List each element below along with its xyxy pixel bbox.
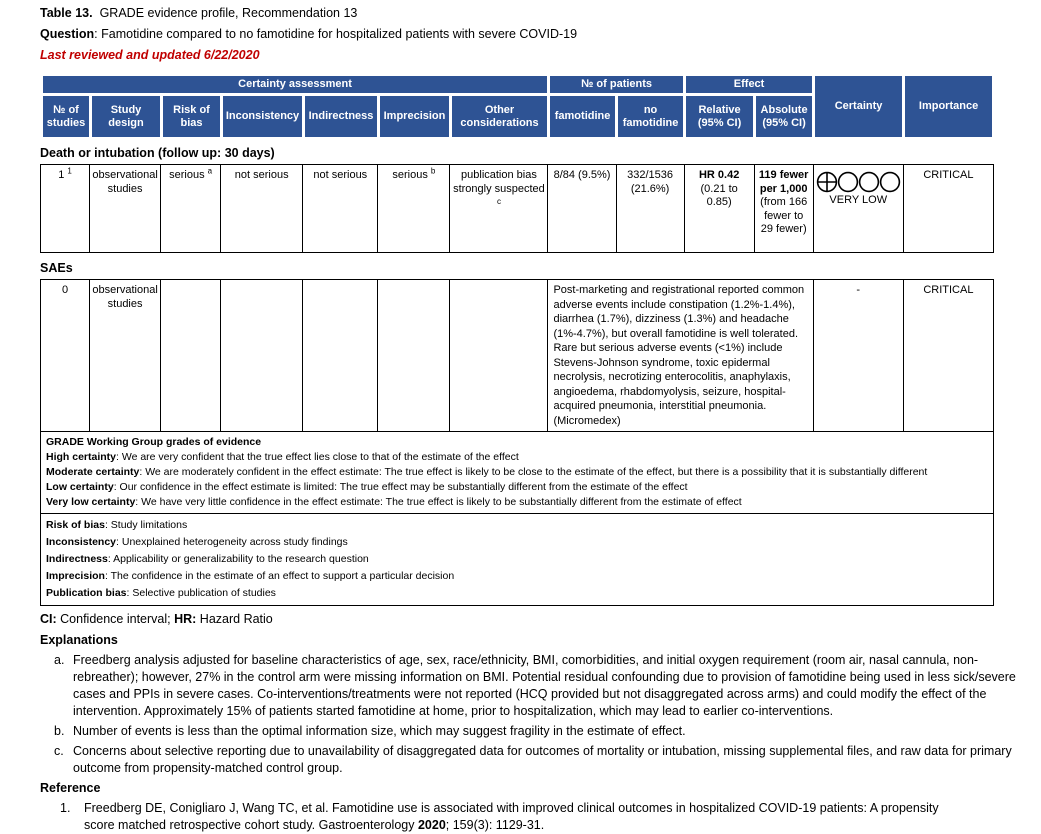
death-cell-inconsistency: not serious (221, 165, 303, 253)
saes-table (40, 279, 994, 606)
death-cell-absolute-effect (754, 165, 813, 253)
domain-notes-cell (41, 514, 994, 606)
risk-of-bias-value: serious (169, 169, 205, 181)
grade-note-label: Low certainty (46, 481, 114, 493)
death-cell-no-famotidine: 332/1536 (21.6%) (616, 165, 684, 253)
footnote-a-superscript: a (207, 166, 213, 176)
grade-note-label: High certainty (46, 451, 117, 463)
domain-note-inconsistency (46, 534, 988, 551)
grade-note-moderate (46, 465, 988, 480)
domain-note-text: : Unexplained heterogeneity across study findings (116, 536, 348, 548)
saes-cell-importance: CRITICAL (903, 280, 993, 432)
reference-year: 2020 (417, 818, 446, 832)
domain-note-text: : The confidence in the estimate of an effect to support a particular decision (104, 570, 455, 582)
grade-table-header (40, 73, 995, 140)
domain-note-text: : Selective publication of studies (126, 587, 276, 599)
domain-notes-row (41, 514, 994, 606)
grade-note-text: : We are moderately confident in the effect estimate: The true effect is likely to be close to the estimate of the effect, but there is a possibility that it is substantially different (139, 466, 928, 478)
explanation-item-c (40, 743, 1031, 777)
grade-note-low (46, 480, 988, 495)
death-cell-other-considerations (450, 165, 548, 253)
saes-cell-n-studies: 0 (41, 280, 90, 432)
header-group-row (42, 75, 994, 95)
grade-note-label: Moderate certainty (46, 466, 140, 478)
question-line (40, 26, 1031, 42)
death-cell-risk-of-bias (161, 165, 221, 253)
saes-cell-risk-of-bias (161, 280, 221, 432)
reference-marker: 1. (60, 801, 71, 815)
death-cell-imprecision (378, 165, 450, 253)
death-cell-certainty (813, 165, 903, 253)
explanation-text: Number of events is less than the optimal information size, which may suggest fragility in the estimate of effect. (73, 724, 686, 738)
domain-note-publication-bias (46, 585, 988, 602)
relative-effect-ci: (0.21 to 0.85) (700, 182, 738, 208)
footnote-c-superscript: c (496, 197, 501, 206)
ci-abbrev-label: CI: (40, 612, 57, 626)
death-outcome-table (40, 164, 994, 253)
explanation-item-a (40, 652, 1031, 720)
saes-cell-imprecision (378, 280, 450, 432)
saes-cell-adverse-events-note: Post-marketing and registrational reported common adverse events include constipation (1.2%-1.4%), diarrhea (1.7%), dizziness (1.3%) and headache (1%-4.7%), but overall famotidine is well tolerated. Rare but serious adverse events (<1%) include Stevens-Johnson syndrome, toxic epidermal necrolysis, necrotizing enterocolitis, anaphylaxis, angioedema, rhabdomyolysis, seizure, hospital-acquired pneumonia, interstitial pneumonia. (Micromedex) (548, 280, 813, 432)
review-date-line: Last reviewed and updated 6/22/2020 (40, 48, 260, 62)
death-cell-famotidine: 8/84 (9.5%) (548, 165, 616, 253)
grade-note-text: : We are very confident that the true effect lies close to that of the estimate of the effect (116, 451, 519, 463)
header-col-famotidine: famotidine (549, 95, 617, 139)
grade-note-text: : We have very little confidence in the effect estimate: The true effect is likely to be substantially different from the estimate of effect (135, 496, 742, 508)
question-label: Question (40, 27, 95, 41)
domain-note-text: : Applicability or generalizability to the research question (107, 553, 369, 565)
saes-cell-study-design: observational studies (90, 280, 161, 432)
grade-note-high (46, 450, 988, 465)
death-cell-indirectness: not serious (303, 165, 378, 253)
grade-rating-very-low-icon (816, 171, 901, 193)
header-col-study-design: Study design (91, 95, 162, 139)
header-col-no-of-studies: № of studies (42, 95, 91, 139)
domain-note-label: Inconsistency (46, 536, 117, 548)
header-importance: Importance (904, 75, 994, 139)
domain-note-label: Publication bias (46, 587, 127, 599)
header-col-imprecision: Imprecision (379, 95, 451, 139)
n-studies-value: 1 (58, 169, 65, 181)
header-col-absolute-ci: Absolute (95% CI) (755, 95, 814, 139)
death-cell-relative-effect (684, 165, 754, 253)
reference-text-post: ; 159(3): 1129-31. (445, 818, 545, 832)
other-considerations-value: publication bias strongly suspected (453, 169, 545, 195)
section-saes-label: SAEs (40, 261, 73, 275)
n-studies-superscript: 1 (67, 166, 72, 176)
domain-note-imprecision (46, 568, 988, 585)
domain-note-label: Indirectness (46, 553, 108, 565)
abbreviations-line (40, 611, 1031, 627)
header-col-other-considerations: Other considerations (451, 95, 549, 139)
hr-abbrev-label: HR: (174, 612, 197, 626)
reference-heading: Reference (40, 781, 101, 795)
explanation-marker: c. (54, 744, 64, 758)
table-title (40, 5, 1031, 21)
question-text: : Famotidine compared to no famotidine for hospitalized patients with severe COVID-19 (94, 27, 578, 41)
header-col-relative-ci: Relative (95% CI) (685, 95, 755, 139)
table-title-label: Table 13. (40, 6, 93, 20)
domain-note-risk-of-bias (46, 517, 988, 534)
hr-abbrev-text: Hazard Ratio (196, 612, 273, 626)
absolute-effect-value: 119 fewer per 1,000 (758, 169, 809, 195)
header-col-risk-of-bias: Risk of bias (162, 95, 222, 139)
explanation-marker: b. (54, 724, 65, 738)
table-title-text: GRADE evidence profile, Recommendation 13 (99, 6, 358, 20)
header-effect: Effect (685, 75, 814, 95)
certainty-label: VERY LOW (829, 194, 888, 206)
header-col-no-famotidine: no famotidine (617, 95, 685, 139)
saes-row (41, 280, 994, 432)
reference-item-1 (40, 800, 1031, 834)
explanation-item-b (40, 723, 1031, 740)
death-outcome-row (41, 165, 994, 253)
saes-cell-inconsistency (221, 280, 303, 432)
header-col-inconsistency: Inconsistency (222, 95, 304, 139)
ci-abbrev-text: Confidence interval; (56, 612, 175, 626)
footnote-b-superscript: b (430, 166, 436, 176)
grade-notes-row (41, 432, 994, 514)
explanation-marker: a. (54, 653, 65, 667)
header-col-indirectness: Indirectness (304, 95, 379, 139)
relative-effect-value: HR 0.42 (698, 169, 740, 181)
header-no-of-patients: № of patients (549, 75, 685, 95)
grade-note-very-low (46, 495, 988, 510)
header-certainty: Certainty (814, 75, 904, 139)
saes-cell-certainty: - (813, 280, 903, 432)
death-cell-study-design: observational studies (90, 165, 161, 253)
explanations-heading: Explanations (40, 633, 118, 647)
header-certainty-assessment: Certainty assessment (42, 75, 549, 95)
reference-text-pre: Freedberg DE, Conigliaro J, Wang TC, et al. Famotidine use is associated with improved clinical outcomes in hospitalized COVID-19 patients: A propensity score matched retrospective cohort study. Gastroenterology (84, 801, 939, 832)
domain-note-label: Risk of bias (46, 519, 105, 531)
saes-cell-indirectness (303, 280, 378, 432)
grade-notes-cell (41, 432, 994, 514)
reference-text (84, 800, 1031, 834)
absolute-effect-ci: (from 166 fewer to 29 fewer) (760, 196, 808, 235)
explanation-text: Concerns about selective reporting due to unavailability of disaggregated data for outcomes of mortality or intubation, missing supplemental files, and raw data for primary outcome from propensity-matched control group. (73, 744, 1012, 775)
domain-note-indirectness (46, 551, 988, 568)
imprecision-value: serious (392, 169, 428, 181)
section-death-or-intubation-label: Death or intubation (follow up: 30 days) (40, 146, 275, 160)
death-cell-n-studies (41, 165, 90, 253)
grade-note-text: : Our confidence in the effect estimate is limited: The true effect may be substantially different from the estimate of the effect (113, 481, 688, 493)
death-cell-importance: CRITICAL (903, 165, 993, 253)
grade-note-label: Very low certainty (46, 496, 136, 508)
explanation-text: Freedberg analysis adjusted for baseline characteristics of age, sex, race/ethnicity, BMI, comorbidities, and initial oxygen requirement (room air, nasal cannula, non-rebreather); however, 27% in the control arm were missing information on BMI. Potential residual confounding due to provision of famotidine being used in less sick/severe cases and PPIs in severe cases. Co-interventions/treatments were not reported (HCQ provided but not disaggregated across arms) and could modify the effect of the intervention. Approximately 15% of patients started famotidine at home, prior to hospitalization, which may lead to earlier co-interventions. (73, 653, 1016, 718)
saes-cell-other-considerations (450, 280, 548, 432)
grade-notes-title: GRADE Working Group grades of evidence (46, 436, 262, 448)
domain-note-label: Imprecision (46, 570, 105, 582)
domain-note-text: : Study limitations (104, 519, 188, 531)
